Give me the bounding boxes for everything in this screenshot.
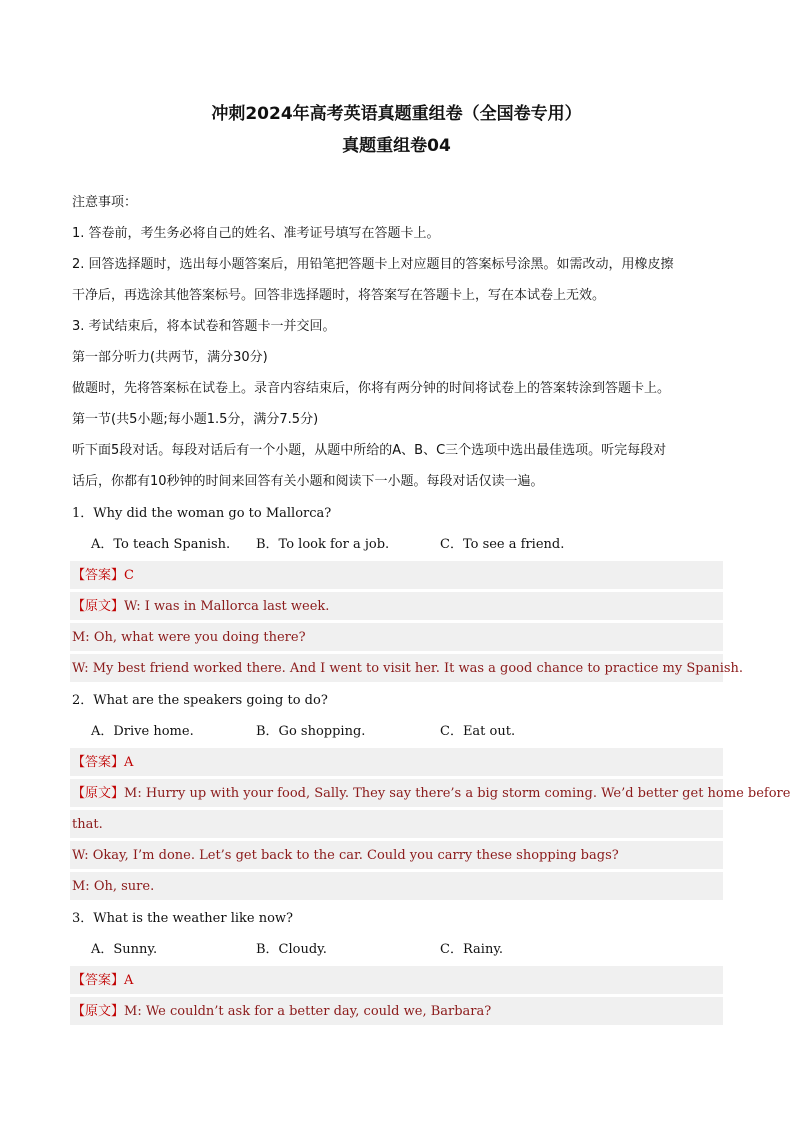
question-1-option-b: B．To look for a job.	[256, 537, 390, 552]
question-2-original-1	[72, 784, 791, 804]
question-1-option-a: A．To teach Spanish.	[91, 537, 231, 552]
part1-instruction: 做题时，先将答案标在试卷上。录音内容结束后，你将有两分钟的时间将试卷上的答案转涂到答题卡上。	[72, 381, 671, 396]
question-3-stem: 3．What is the weather like now?	[72, 911, 294, 926]
section1-instruction-a: 听下面5段对话。每段对话后有一个小题，从题中所给的A、B、C三个选项中选出最佳选项。听完每段对	[72, 443, 667, 458]
question-1-original-2: M: Oh, what were you doing there?	[72, 630, 306, 645]
question-1-original-1	[72, 597, 727, 617]
answer-value: A	[124, 755, 134, 770]
question-1-answer	[72, 566, 727, 586]
question-1-option-c: C．To see a friend.	[440, 537, 565, 552]
question-2-option-a: A．Drive home.	[91, 724, 194, 739]
question-3-answer	[72, 971, 727, 991]
original-line: W: I was in Mallorca last week.	[124, 599, 330, 614]
question-2-option-b: B．Go shopping.	[256, 724, 366, 739]
section1-instruction-b: 话后，你都有10秒钟的时间来回答有关小题和阅读下一小题。每段对话仅读一遍。	[72, 474, 544, 489]
notice-item-2b: 干净后，再选涂其他答案标号。回答非选择题时，将答案写在答题卡上，写在本试卷上无效。	[72, 288, 606, 303]
notice-heading: 注意事项：	[72, 195, 138, 210]
question-2-answer	[72, 753, 727, 773]
answer-tag: 【答案】	[72, 755, 125, 770]
question-2-stem: 2．What are the speakers going to do?	[72, 693, 328, 708]
original-line: M: We couldn’t ask for a better day, could we, Barbara?	[124, 1004, 492, 1019]
answer-value: A	[124, 973, 134, 988]
question-2-option-c: C．Eat out.	[440, 724, 516, 739]
answer-tag: 【答案】	[72, 568, 125, 583]
question-3-option-a: A．Sunny.	[91, 942, 158, 957]
answer-tag: 【答案】	[72, 973, 125, 988]
original-tag: 【原文】	[72, 599, 125, 614]
page-subtitle: 真题重组卷04	[342, 136, 451, 156]
part1-heading: 第一部分听力(共两节，满分30分)	[72, 350, 268, 365]
notice-item-2a: 2. 回答选择题时，选出每小题答案后，用铅笔把答题卡上对应题目的答案标号涂黑。如需改动，用橡皮擦	[72, 257, 674, 272]
original-tag: 【原文】	[72, 786, 125, 801]
question-2-original-2: that.	[72, 817, 103, 832]
question-3-option-b: B．Cloudy.	[256, 942, 327, 957]
original-tag: 【原文】	[72, 1004, 125, 1019]
question-2-original-3: W: Okay, I’m done. Let’s get back to the car. Could you carry these shopping bags?	[72, 848, 619, 863]
question-3-option-c: C．Rainy.	[440, 942, 504, 957]
notice-item-3: 3. 考试结束后，将本试卷和答题卡一并交回。	[72, 319, 336, 334]
section1-heading: 第一节(共5小题;每小题1.5分，满分7.5分)	[72, 412, 319, 427]
question-1-original-3: W: My best friend worked there. And I went to visit her. It was a good chance to practice my Spanish.	[72, 661, 744, 676]
question-2-original-4: M: Oh, sure.	[72, 879, 155, 894]
question-3-original-1	[72, 1002, 727, 1022]
answer-value: C	[124, 568, 134, 583]
notice-item-1: 1. 答卷前，考生务必将自己的姓名、准考证号填写在答题卡上。	[72, 226, 440, 241]
page-title: 冲刺2024年高考英语真题重组卷（全国卷专用）	[211, 104, 582, 124]
original-line: M: Hurry up with your food, Sally. They say there’s a big storm coming. We’d better get home before	[124, 786, 791, 801]
question-1-stem: 1．Why did the woman go to Mallorca?	[72, 506, 332, 521]
